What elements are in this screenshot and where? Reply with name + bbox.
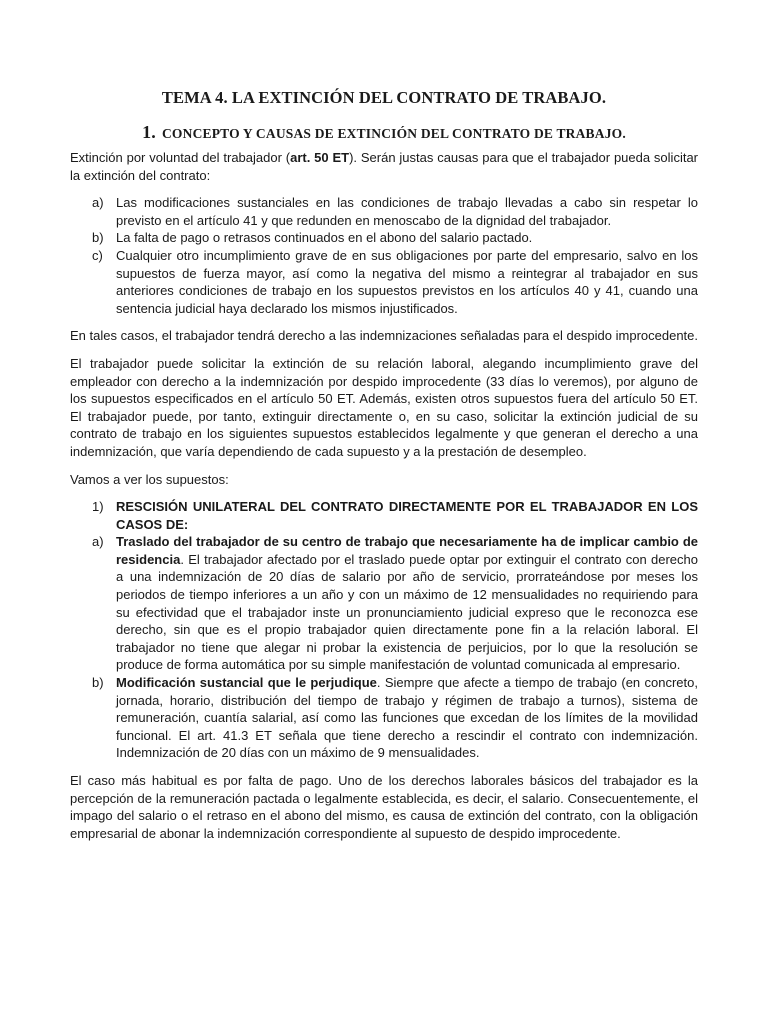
list-item-text: Cualquier otro incumplimiento grave de en sus obligaciones por parte del empresario, salvo en los supuestos de fuerza mayor, así como la negativa del mismo a reintegrar al trabajador en sus anteriores condiciones de trabajo en los supuestos previstos en los artículos 40 y 41, cuando una sentencia judicial haya declarado los mismos injustificados. <box>116 247 698 316</box>
request-paragraph: El trabajador puede solicitar la extinción de su relación laboral, alegando incumplimiento grave del empleador con derecho a la indemnización por despido improcedente (33 días lo veremos), por alguno de los supuestos especificados en el artículo 50 ET. Además, existen otros supuestos fuera del artículo 50 ET. El trabajador puede, por tanto, extinguir directamente o, en su caso, solicitar la extinción judicial de su contrato de trabajo en los siguientes supuestos establecidos legalmente y que generan el derecho a una indemnización, que varía dependiendo de cada supuesto y a la prestación de desempleo. <box>70 355 698 459</box>
section-heading <box>70 122 698 143</box>
list-item-text: Las modificaciones sustanciales en las condiciones de trabajo llevadas a cabo sin respetar lo previsto en el artículo 41 y que redunden en menoscabo de la dignidad del trabajador. <box>116 195 698 228</box>
intro-before: Extinción por voluntad del trabajador ( <box>70 150 291 165</box>
list-item <box>70 194 698 229</box>
cases-heading-text: RESCISIÓN UNILATERAL DEL CONTRATO DIRECTAMENTE POR EL TRABAJADOR EN LOS CASOS DE: <box>116 499 698 532</box>
list-marker: b) <box>92 230 104 246</box>
document-page <box>70 88 698 852</box>
cases-heading <box>70 498 698 533</box>
list-marker: c) <box>92 247 103 263</box>
list-item-text: La falta de pago o retrasos continuados en el abono del salario pactado. <box>116 230 533 246</box>
list-marker: 1) <box>92 499 104 515</box>
intro-paragraph <box>70 149 698 184</box>
list-item-text: . Siempre que afecte a tiempo de trabajo (en concreto, jornada, horario, distribución del tiempo de trabajo y régimen de trabajo a turnos), sistema de remuneración, cuantía salarial, así como las funciones que excedan de los límites de la movilidad funcional. El art. 41.3 ET señala que tiene derecho a rescindir el contrato con indemnización. Indemnización de 20 días con un máximo de 9 mensualidades. <box>116 675 698 761</box>
document-title: TEMA 4. LA EXTINCIÓN DEL CONTRATO DE TRABAJO. <box>161 88 607 107</box>
list-item-text: . El trabajador afectado por el traslado puede optar por extinguir el contrato con derecho a una indemnización de 20 días de salario por año de servicio, prorrateándose por meses los periodos de tiempo inferiores a un año y con un máximo de 12 mensualidades no requiriendo para su efectividad que el trabajador inste un pronunciamiento judicial expreso que le reconozca ese derecho, sin que es el propio trabajador quien directamente pone fin a la relación laboral. El trabajador no tiene que alegar ni probar la existencia de perjuicios, por lo que la resolución se produce de forma automática por su simple manifestación de voluntad comunicada al empresario. <box>116 551 698 673</box>
list-item <box>70 229 698 247</box>
causes-list <box>70 194 698 317</box>
final-paragraph: El caso más habitual es por falta de pago. Uno de los derechos laborales básicos del trabajador es la percepción de la remuneración pactada o legalmente establecida, es decir, el salario. Consecuentemente, el impago del salario o el retraso en el abono del mismo, es causa de extinción del contrato, con la obligación empresarial de abonar la indemnización correspondiente al supuesto de despido improcedente. <box>70 773 698 841</box>
list-item-bold: Traslado del trabajador de su centro de trabajo que necesariamente ha de implicar cambio de residencia <box>116 534 698 567</box>
list-marker: a) <box>92 195 104 211</box>
section-heading-text: CONCEPTO Y CAUSAS DE EXTINCIÓN DEL CONTRATO DE TRABAJO. <box>161 126 626 141</box>
list-item <box>70 533 698 674</box>
indemnization-paragraph: En tales casos, el trabajador tendrá derecho a las indemnizaciones señaladas para el despido improcedente. <box>70 328 698 344</box>
intro-article-ref: art. 50 ET <box>290 150 350 165</box>
cases-list <box>70 498 698 762</box>
cases-intro-paragraph: Vamos a ver los supuestos: <box>70 471 229 487</box>
list-item-bold: Modificación sustancial que le perjudique <box>116 675 377 691</box>
list-marker: b) <box>92 675 104 691</box>
intro-after: ). Serán justas causas para que el trabajador pueda solicitar la extinción del contrato: <box>70 150 699 183</box>
list-item <box>70 674 698 762</box>
section-number: 1. <box>142 122 156 142</box>
list-marker: a) <box>92 534 104 550</box>
list-item <box>70 247 698 317</box>
